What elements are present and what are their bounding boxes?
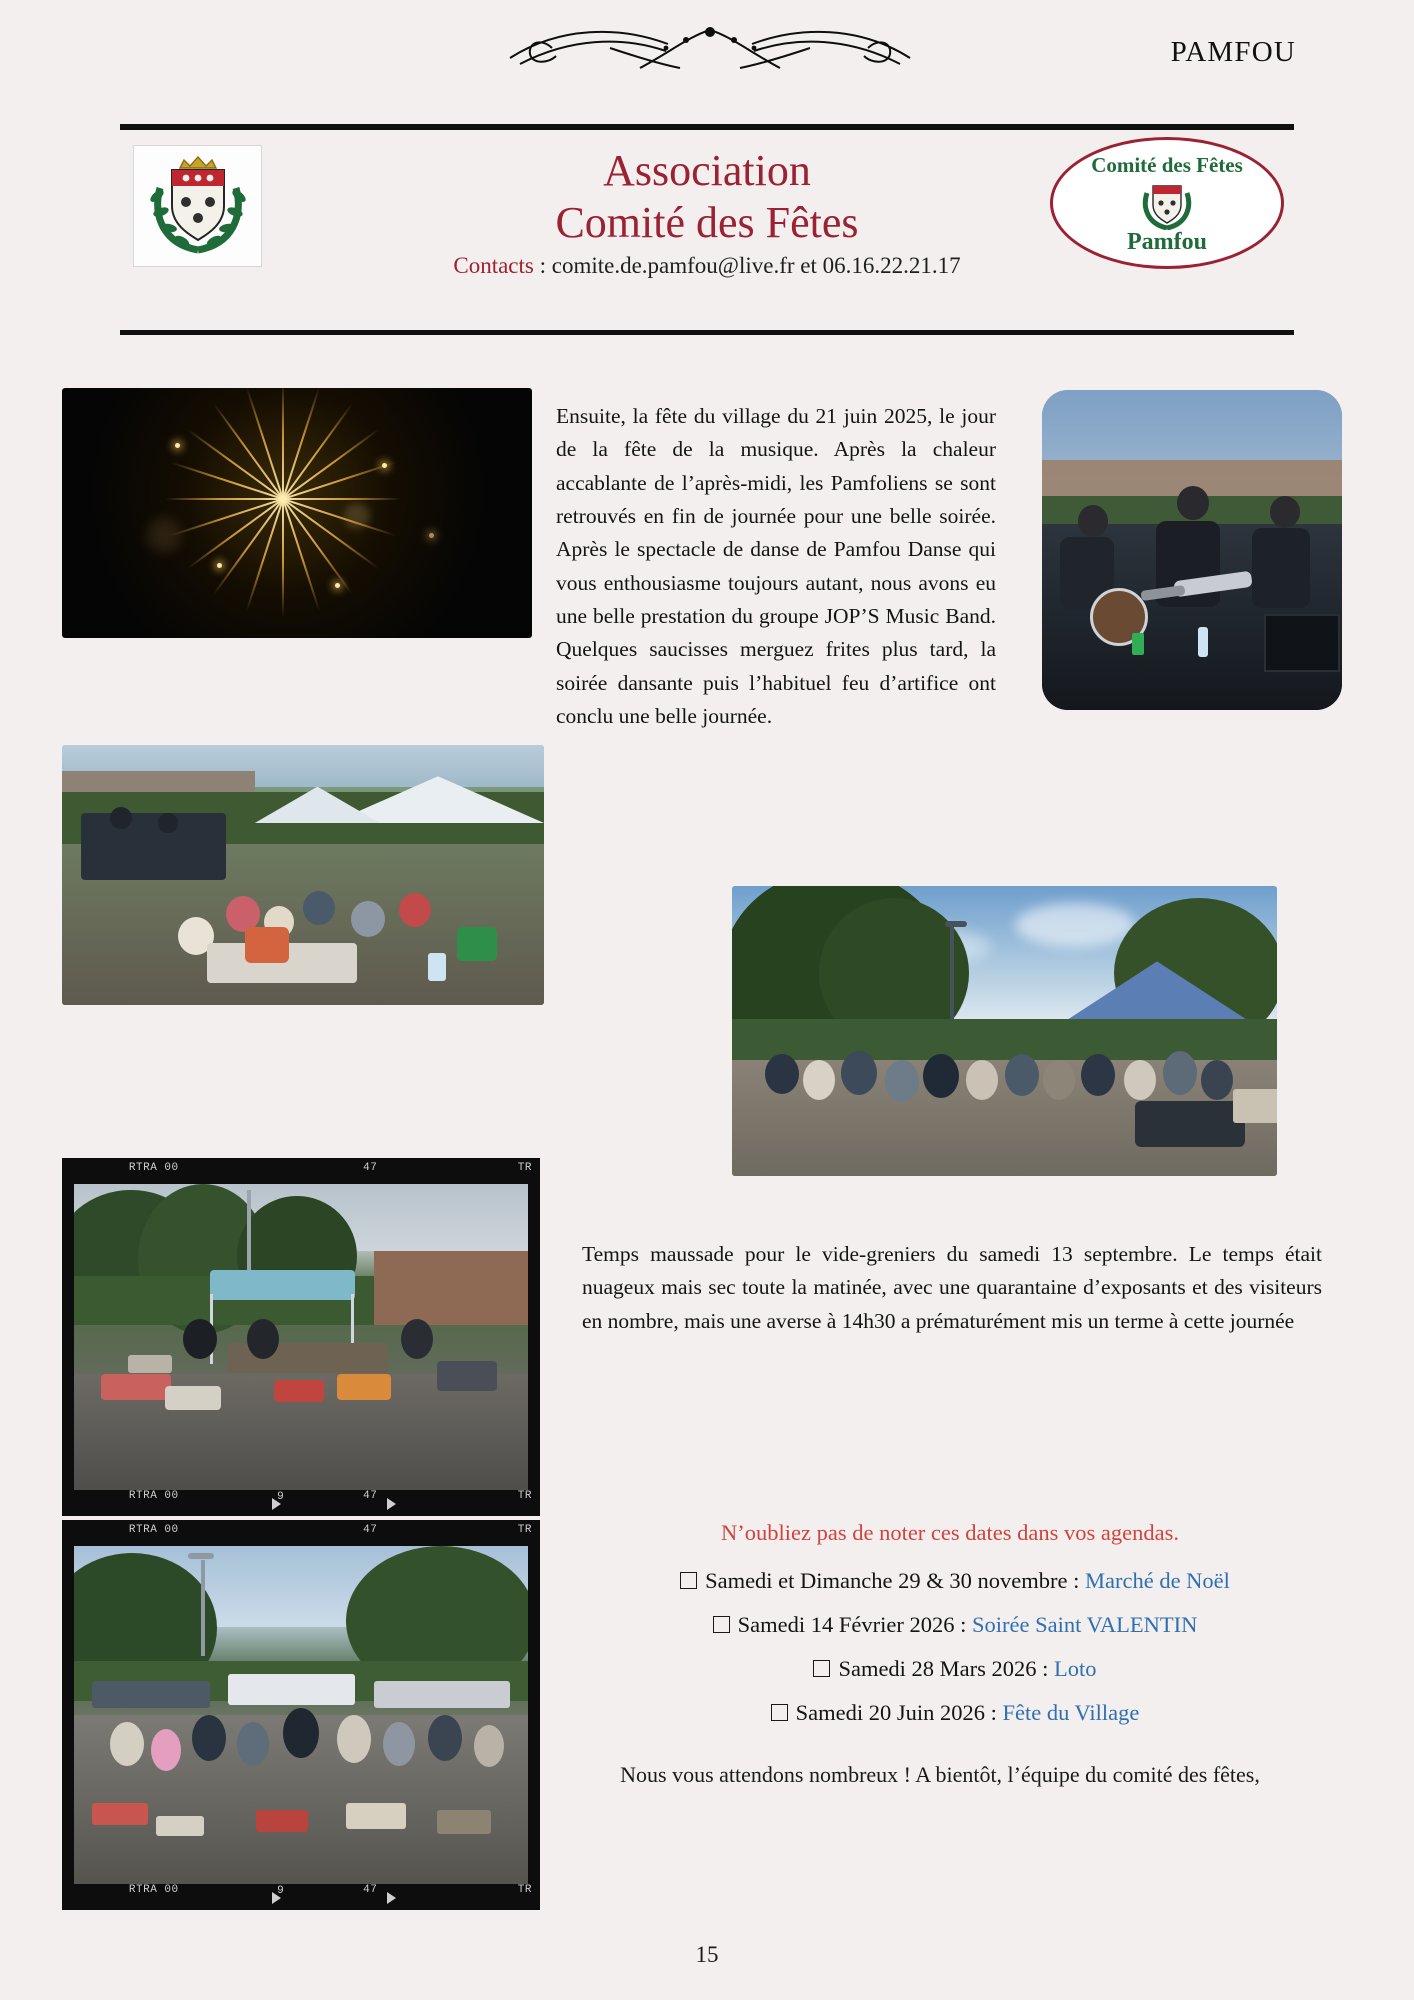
film-number-bottom: 47 <box>363 1884 378 1896</box>
film-tr: TR <box>517 1524 532 1536</box>
film-header-1 <box>62 1162 540 1184</box>
film-image-2 <box>74 1546 528 1884</box>
paragraph-vide-greniers: Temps maussade pour le vide-greniers du samedi 13 septembre. Le temps était nuageux mais sec toute la matinée, avec une quarantaine d’exposants et des visiteurs en nombre, mais une averse à 14h30 a prématurément mis un terme à cette journée <box>582 1242 1322 1333</box>
evening-crowd-photo <box>732 886 1277 1176</box>
date-label: Samedi et Dimanche 29 & 30 novembre : <box>705 1568 1085 1593</box>
film-frame-number: 9 <box>277 1885 285 1897</box>
film-image-1 <box>74 1184 528 1490</box>
vide-greniers-photo-2 <box>62 1520 540 1910</box>
film-number-bottom: 47 <box>363 1490 378 1502</box>
comite-des-fetes-logo-icon <box>1050 137 1284 269</box>
page-number: 15 <box>695 1942 719 1967</box>
film-code-bottom: RTRA 00 <box>128 1490 179 1502</box>
checkbox-icon[interactable] <box>680 1572 697 1589</box>
date-label: Samedi 20 Juin 2026 : <box>795 1700 1003 1725</box>
date-item-4 <box>560 1700 1350 1726</box>
film-frame-number-2 <box>62 1885 540 1907</box>
date-label: Samedi 14 Février 2026 : <box>737 1612 972 1637</box>
date-event: Fête du Village <box>1002 1700 1140 1725</box>
checkbox-icon[interactable] <box>813 1660 830 1677</box>
film-tr-bottom: TR <box>517 1490 532 1502</box>
title-line-2: Comité des Fêtes <box>555 197 859 247</box>
film-tr-bottom: TR <box>517 1884 532 1896</box>
masthead <box>120 135 1294 325</box>
checkbox-icon[interactable] <box>713 1616 730 1633</box>
date-event: Loto <box>1054 1656 1097 1681</box>
contacts-label: Contacts <box>453 253 534 278</box>
film-number: 47 <box>363 1162 378 1174</box>
header-rule-bottom <box>120 330 1294 335</box>
date-item-2 <box>560 1612 1350 1638</box>
film-tr: TR <box>517 1162 532 1174</box>
title-line-1: Association <box>603 146 811 195</box>
date-label: Samedi 28 Mars 2026 : <box>838 1656 1055 1681</box>
page-header <box>0 0 1414 120</box>
date-event: Marché de Noël <box>1084 1568 1230 1593</box>
fireworks-photo <box>62 388 532 638</box>
logo-line-1: Comité des Fêtes <box>1091 153 1243 177</box>
film-header-2 <box>62 1524 540 1546</box>
checkbox-icon[interactable] <box>771 1704 788 1721</box>
film-code: RTRA 00 <box>128 1162 179 1174</box>
logo-crest-icon <box>1140 180 1194 230</box>
film-number: 47 <box>363 1524 378 1536</box>
film-code-bottom: RTRA 00 <box>128 1884 179 1896</box>
film-frame-number-1 <box>62 1491 540 1513</box>
date-event: Soirée Saint VALENTIN <box>971 1612 1198 1637</box>
flourish-divider-icon <box>480 14 940 84</box>
closing-line: Nous vous attendons nombreux ! A bientôt, l’équipe du comité des fêtes, <box>620 1762 1260 1787</box>
film-frame-number: 9 <box>277 1491 285 1503</box>
date-item-1 <box>560 1568 1350 1594</box>
vide-greniers-photo-1 <box>62 1158 540 1516</box>
film-code: RTRA 00 <box>128 1524 179 1536</box>
paragraph-fete-du-village: Ensuite, la fête du village du 21 juin 2025, le jour de la fête de la musique. Après la chaleur accablante de l’après-midi, les Pamfoliens se sont retrouvés en fin de journée pour une belle soirée. Après le spectacle de danse de Pamfou Danse qui vous enthousiasme toujours autant, nous avons eu une belle prestation du groupe JOP’S Music Band. Quelques saucisses merguez frites plus tard, la soirée dansante puis l’habituel feu d’artifice ont conclu une belle journée. <box>556 404 996 728</box>
jops-music-band-photo <box>1042 390 1342 710</box>
contacts-value: : comite.de.pamfou@live.fr et 06.16.22.21.17 <box>533 253 961 278</box>
header-rule-top <box>120 124 1294 130</box>
village-dinner-photo <box>62 745 544 1005</box>
village-name: PAMFOU <box>1170 36 1296 68</box>
logo-line-2: Pamfou <box>1127 229 1207 255</box>
date-item-3 <box>560 1656 1350 1682</box>
dates-title: N’oubliez pas de noter ces dates dans vos agendas. <box>721 1520 1179 1545</box>
